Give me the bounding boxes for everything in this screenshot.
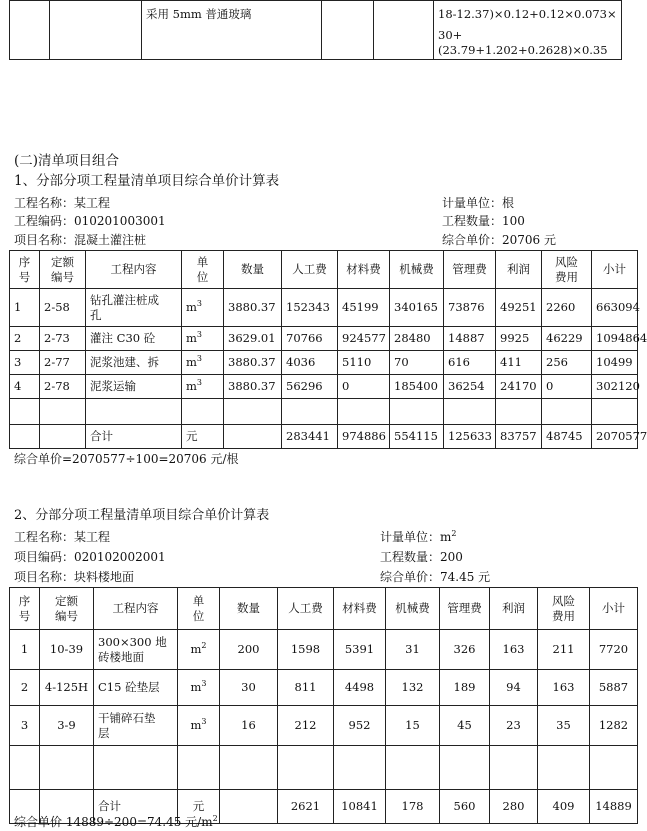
table-row: 2 2-73 灌注 C30 砼 $m^3$ 3629.01 70766 924577 28480 14887 9925 46229 1094864 <box>10 327 638 351</box>
table1-total-row: 合计 元 283441 974886 554115 125633 83757 48745 2070577 <box>10 425 638 449</box>
table1-code: 工程编码：010201003001 <box>14 214 166 228</box>
table1-item-name: 项目名称：混凝土灌注桩 <box>14 233 147 247</box>
table2-unit-price: 综合单价：74.45 元 <box>380 570 491 584</box>
section-title: (二)清单项目组合 <box>14 153 120 169</box>
table-row-empty <box>10 746 638 790</box>
table-row: 3 3-9 干铺碎石垫 层 $m^3$ 16 212 952 15 45 23 35 1282 <box>10 706 638 746</box>
table2-unit: 计量单位：$m^2$ <box>380 529 457 544</box>
formula-line-2: 30+(23.79+1.202+0.2628)×0.35 <box>438 28 608 57</box>
table1-title: 1、分部分项工程量清单项目综合单价计算表 <box>14 173 280 189</box>
table1-quantity: 工程数量：100 <box>442 214 525 228</box>
top-fragment-table <box>9 0 622 60</box>
table1-project-name: 工程名称：某工程 <box>14 196 111 210</box>
table2-item-name: 项目名称：块料楼地面 <box>14 570 135 584</box>
table1-header-row: 序 号 定额 编号 工程内容 单 位 数量 人工费 材料费 机械费 管理费 利润 风险 费用 小计 <box>10 251 638 289</box>
table-row: 3 2-77 泥浆池建、拆 $m^3$ 3880.37 4036 5110 70 616 411 256 10499 <box>10 351 638 375</box>
table2 <box>9 587 638 824</box>
table2-project-name: 工程名称：某工程 <box>14 530 111 544</box>
table2-title: 2、分部分项工程量清单项目综合单价计算表 <box>14 508 270 523</box>
table2-header-row: 序 号 定额 编号 工程内容 单 位 数量 人工费 材料费 机械费 管理费 利润 风险 费用 小计 <box>10 588 638 630</box>
table1-unit: 计量单位：根 <box>442 196 515 210</box>
table-row: 1 2-58 钻孔灌注桩成 孔 $m^3$ 3880.37 152343 45199 340165 73876 49251 2260 663094 <box>10 289 638 327</box>
table-row: 2 4-125H C15 砼垫层 $m^3$ 30 811 4498 132 189 94 163 5887 <box>10 670 638 706</box>
formula-line-1: 18-12.37)×0.12+0.12×0.073× <box>438 7 617 21</box>
formula-cell <box>434 1 622 60</box>
table1 <box>9 250 647 449</box>
table1-footnote: 综合单价=2070577÷100=20706 元/根 <box>14 452 239 466</box>
table-row-empty <box>10 399 638 425</box>
table2-code: 项目编码：020102002001 <box>14 550 166 564</box>
table2-total-row: 合计 元 2621 10841 178 560 280 409 14889 <box>10 790 638 824</box>
table-row: 1 10-39 300×300 地 砖楼地面 $m^2$ 200 1598 5391 31 326 163 211 7720 <box>10 630 638 670</box>
table1-unit-price: 综合单价：20706 元 <box>442 233 556 247</box>
glass-cell: 采用 5mm 普通玻璃 <box>142 1 322 60</box>
table-row: 4 2-78 泥浆运输 $m^3$ 3880.37 56296 0 185400 36254 24170 0 302120 <box>10 375 638 399</box>
table2-quantity: 工程数量：200 <box>380 550 463 564</box>
table2-footnote: 综合单价 14889÷200=74.45 元$/m^2$ <box>14 814 218 829</box>
